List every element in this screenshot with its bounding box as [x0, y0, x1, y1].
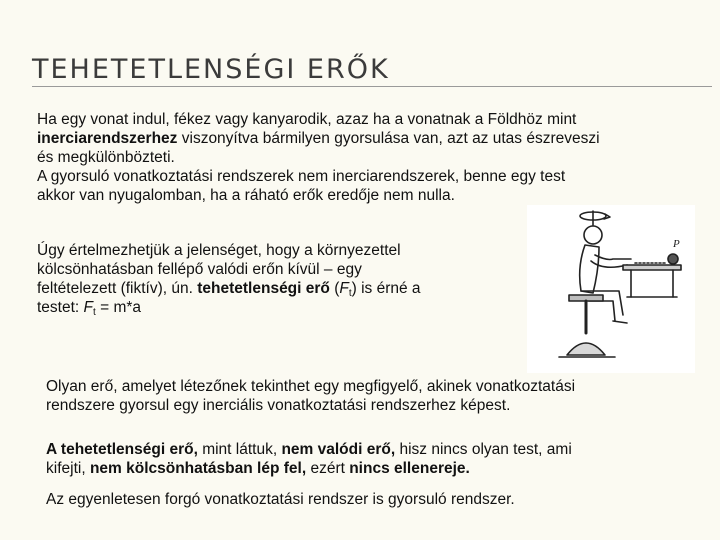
- formula-line: [37, 298, 421, 317]
- paragraph-intro: [37, 110, 600, 205]
- not-real-text-1: mint láttuk,: [197, 441, 282, 458]
- formula-prefix: testet:: [37, 299, 84, 316]
- formula-subscript: t: [93, 307, 96, 318]
- term-inertial-force: tehetetlenségi erő: [197, 280, 330, 297]
- intro-line-4: A gyorsuló vonatkoztatási rendszerek nem inerciarendszerek, benne egy test: [37, 168, 566, 185]
- rotating-frame-line: Az egyenletesen forgó vonatkoztatási rendszer is gyorsuló rendszer.: [46, 491, 515, 508]
- not-real-line-1: [46, 440, 572, 459]
- explanation-line-2: kölcsönhatásban fellépő valódi erőn kívül – egy: [37, 261, 362, 278]
- bold-no-reaction: nincs ellenereje.: [349, 460, 470, 477]
- not-real-text-4: ezért: [306, 460, 350, 477]
- formula-rest: = m*a: [95, 299, 142, 316]
- term-inertial-frame: inerciarendszerhez: [37, 130, 178, 147]
- paragraph-rotating-frame: [46, 490, 515, 509]
- intro-line-3: és megkülönbözteti.: [37, 149, 175, 166]
- paren-open: (: [329, 280, 340, 297]
- explanation-line-3: [37, 279, 421, 298]
- not-real-text-3: kifejti,: [46, 460, 90, 477]
- paren-close: ) is érné a: [351, 280, 421, 297]
- force-subscript: t: [348, 288, 352, 299]
- rotating-stool-person-icon: [527, 205, 695, 373]
- title-divider: [32, 86, 712, 87]
- not-real-text-2: hisz nincs olyan test, ami: [395, 441, 572, 458]
- intro-line-2: [37, 129, 600, 148]
- ball-shape: [668, 254, 678, 264]
- not-real-line-2: [46, 459, 572, 478]
- paragraph-explanation: [37, 241, 421, 317]
- bold-no-interaction: nem kölcsönhatásban lép fel,: [89, 460, 307, 477]
- definition-line-1: Olyan erő, amelyet létezőnek tekinthet egy megfigyelő, akinek vonatkoztatási: [46, 378, 576, 395]
- explanation-line-1: Úgy értelmezhetjük a jelenséget, hogy a környezettel: [37, 242, 401, 259]
- slide-title: TEHETETLENSÉGI ERŐK: [32, 54, 390, 85]
- paragraph-definition: [46, 377, 575, 415]
- bold-inertial-force: A tehetetlenségi erő,: [46, 441, 198, 458]
- bold-not-real: nem valódi erő,: [281, 441, 396, 458]
- figure-label-p: P: [673, 238, 680, 250]
- head-shape: [584, 226, 602, 244]
- intro-line-5: akkor van nyugalomban, ha a ráható erők eredője nem nulla.: [37, 187, 455, 204]
- intro-line-1: Ha egy vonat indul, fékez vagy kanyarodik, azaz ha a vonatnak a Földhöz mint: [37, 111, 577, 128]
- paragraph-not-real-force: [46, 440, 572, 478]
- definition-line-2: rendszere gyorsul egy inerciális vonatkoztatási rendszerhez képest.: [46, 397, 511, 414]
- force-symbol: F: [339, 280, 349, 297]
- formula-force-symbol: F: [83, 299, 93, 316]
- explanation-line-3-text: feltételezett (fiktív), ún.: [37, 280, 198, 297]
- intro-line-2-text: viszonyítva bármilyen gyorsulása van, azt az utas észreveszi: [177, 130, 600, 147]
- figure-drawing: [527, 205, 695, 373]
